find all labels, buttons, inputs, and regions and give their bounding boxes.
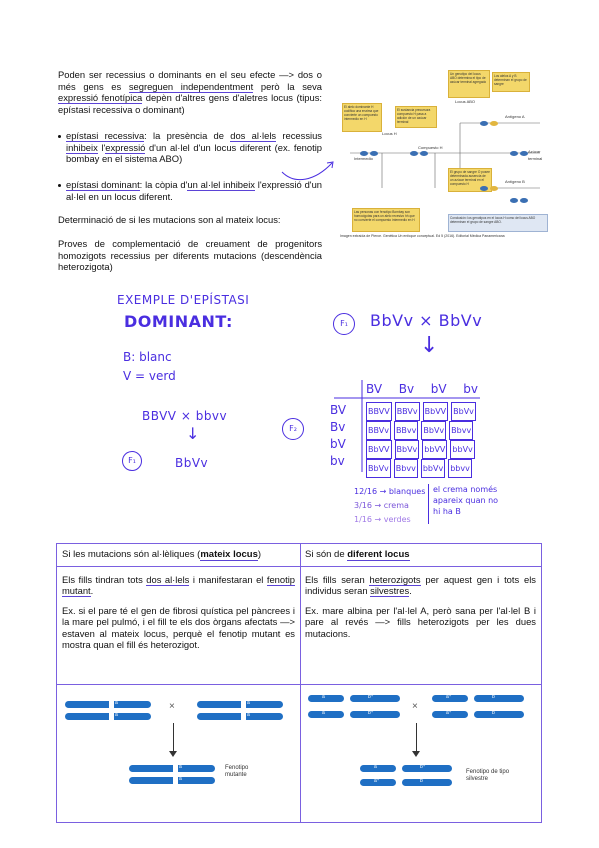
chromosome	[360, 765, 396, 772]
sugar-bead	[480, 121, 488, 126]
ratios	[354, 485, 425, 527]
diagram-label: Intermedio	[354, 156, 373, 161]
highlight-recessiva: epístasi recessiva	[66, 130, 145, 141]
cell-text: .	[409, 585, 412, 597]
bullet-text: l'	[97, 141, 106, 153]
diagram-node: Conclusión: los genotipos en el locus H como del locus ABO determinan el grupo de sangre ABO.	[448, 214, 548, 232]
highlight-dos-alels: dos al·lels	[230, 130, 277, 141]
diff-locus-p1	[300, 574, 541, 597]
f1-label: F₁	[128, 456, 136, 465]
sugar-bead	[490, 121, 498, 126]
punnett-cell: BBVV	[366, 402, 392, 421]
allele-label: a⁺	[374, 778, 380, 784]
col-header: Bv	[398, 382, 415, 396]
col-header: BV	[366, 382, 383, 396]
allele-label: a	[179, 764, 182, 770]
legend-verd: V = verd	[123, 369, 176, 383]
allele-label: a	[115, 700, 118, 706]
punnett-cell: BBVv	[395, 402, 420, 421]
diagram-label: Antígeno A	[505, 114, 525, 119]
f1-result: BbVv	[175, 456, 209, 470]
complementation-text: Proves de complementació de creuament de progenitors homozigots recessius per diferents mutacions (descendència heterozigota)	[58, 238, 322, 273]
highlight-segreguen: segreguen independentment	[128, 80, 254, 92]
diagram-node: El alelo dominante H codifica una enzima que convierte un compuesto intermedio en H	[342, 103, 382, 132]
header-text: )	[257, 549, 262, 560]
diagram-label: Locus ABO	[455, 99, 476, 104]
punnett-cell: BbVV	[366, 440, 392, 459]
f1-top-cross: BbVv × BbVv	[370, 311, 483, 330]
cell-text: i manifestaran el	[189, 574, 267, 585]
allele-label: a	[322, 694, 325, 700]
ratio-crema: 3/16 → crema	[354, 501, 409, 510]
row-header: bv	[330, 454, 345, 468]
fig-label-mutant: Fenotipo mutante	[225, 765, 249, 778]
sugar-bead	[490, 186, 498, 191]
highlight-expressio-2: expressió	[105, 141, 146, 153]
punnett-cell: BbVv	[395, 440, 420, 459]
header-different-locus	[300, 544, 541, 567]
allele-label: b⁺	[368, 694, 374, 700]
determination-text: Determinació de si les mutacions son al mateix locus:	[58, 214, 281, 225]
example-title-1: EXEMPLE D'EPÍSTASI	[117, 293, 250, 307]
diff-locus-p2: Ex. mare albina per l'al·lel A, però sana per l'al·lel B i pare al revés —> fills heterozigots per les dues mutacions.	[305, 604, 536, 639]
chromosome	[129, 765, 215, 772]
cross-symbol: ×	[169, 701, 175, 712]
diagram-node: Los alelos A y B determinan el grupo de sangre	[492, 72, 530, 92]
punnett-cell: bbVv	[421, 459, 445, 478]
punnett-row	[366, 421, 476, 440]
punnett-square	[330, 380, 480, 472]
row-header: BV	[330, 403, 347, 417]
allele-label: a	[374, 764, 377, 770]
allele-label: a	[115, 712, 118, 718]
diagram-node: Las personas con fenotipo Bombay son homocigotas para un alelo recesivo hh que no convierte el compuesto intermedio en H	[352, 208, 420, 232]
cell-text: Els fills seran	[305, 574, 370, 585]
allele-label: a	[247, 712, 250, 718]
chromosome	[65, 701, 151, 708]
highlight-inhibeix: inhibeix	[66, 141, 98, 153]
punnett-row-headers	[330, 402, 346, 470]
arrow-down	[173, 723, 174, 753]
arrow-down	[416, 723, 417, 753]
comparison-table	[56, 543, 542, 823]
fig-label-wildtype: Fenotipo de tipo silvestre	[466, 769, 510, 782]
chromosome-figures	[57, 684, 541, 822]
header-same-locus	[57, 544, 300, 567]
highlight-silvestres: silvestres	[370, 585, 410, 597]
punnett-cell: BbVv	[451, 402, 476, 421]
punnett-row	[366, 459, 476, 478]
highlight-dominant: epístasi dominant	[66, 179, 140, 190]
sugar-bead	[520, 151, 528, 156]
punnett-row	[366, 402, 476, 421]
punnett-col-headers	[366, 382, 478, 396]
handwritten-arrow	[280, 145, 340, 190]
cell-text: per aquest gen i tots els individus seran	[305, 574, 536, 597]
example-title-2: DOMINANT:	[124, 312, 233, 331]
chromosome	[432, 711, 468, 718]
f2-badge	[282, 418, 304, 440]
allele-label: a⁺	[446, 710, 452, 716]
diagram-node: El grupo de sangre O posee determinada ausencia de un azúcar terminal en el compuesto H	[448, 168, 492, 192]
highlight-heterozigots: heterozigots	[369, 574, 421, 585]
allele-label: b	[492, 710, 495, 716]
punnett-cell: BbVv	[366, 459, 391, 478]
same-locus-p2: Ex. si el pare té el gen de fibrosi quística pel pàncrees i la mare pel pulmó, i el fill te els dos òrgans afectats —> estaven al mateix locus, perquè el fenotip mutant es mostra quan el fill és heterozigot.	[62, 604, 295, 651]
ratio-divider	[428, 484, 429, 524]
sugar-bead	[360, 151, 368, 156]
legend-blanc: B: blanc	[123, 350, 172, 364]
header-text: Si són de	[305, 549, 348, 560]
punnett-cell: BbVv	[421, 421, 446, 440]
bullet-text: : la còpia d'	[139, 179, 188, 190]
highlight-un-alel: un al·lel inhibeix	[187, 179, 255, 190]
sugar-bead	[520, 198, 528, 203]
punnett-grid	[366, 402, 476, 478]
allele-label: b⁺	[368, 710, 374, 716]
right-figure	[300, 685, 543, 824]
bullet-text: recessius	[276, 130, 322, 141]
col-header: bv	[463, 382, 478, 396]
bullet-dot	[58, 184, 61, 187]
punnett-cell: BbVV	[423, 402, 449, 421]
punnett-cell: bbVv	[450, 440, 474, 459]
sugar-bead	[370, 151, 378, 156]
chromosome	[308, 711, 344, 718]
punnett-cell: bbVV	[422, 440, 447, 459]
bullet-text: d'un al·lel d'un locus diferent (ex. fenotip bombay en el sistema ABO)	[66, 141, 322, 165]
same-locus-p1	[57, 574, 300, 597]
diagram-label: Antígeno B	[505, 179, 525, 184]
chromosome	[402, 779, 452, 786]
chromosome	[350, 711, 400, 718]
punnett-cell: BBvv	[394, 421, 418, 440]
intro-text: depèn d'altres gens d'aletres locus (tipus: epístasi recessiva o dominant)	[58, 92, 323, 115]
left-figure	[57, 685, 300, 824]
bullet-text: l'expressió d'un al·lel en un locus diferent.	[66, 179, 322, 202]
punnett-cell: Bbvv	[394, 459, 418, 478]
arrow-head	[169, 751, 177, 757]
chromosome	[402, 765, 452, 772]
highlight-mateix-locus: mateix locus	[200, 549, 258, 560]
down-arrow: ↓	[186, 424, 200, 443]
bullet-text: : la presència de	[144, 130, 231, 141]
f2-label: F₂	[289, 424, 297, 433]
allele-label: a	[247, 700, 250, 706]
crema-note: el crema només apareix quan no hi ha B	[433, 485, 499, 516]
sugar-bead	[510, 198, 518, 203]
chromosome	[197, 713, 283, 720]
intro-paragraph	[58, 69, 322, 115]
parental-cross: BBVV × bbvv	[142, 409, 228, 423]
ratio-blanques: 12/16 → blanques	[354, 487, 426, 496]
sugar-bead	[410, 151, 418, 156]
intro-text: però la seva	[253, 80, 323, 92]
chromosome	[350, 695, 400, 702]
chromosome	[474, 695, 524, 702]
highlight-dos-alels-2: dos al·lels	[146, 574, 190, 585]
allele-label: b⁺	[420, 764, 426, 770]
intro-text: Poden ser recessius o dominants en el seu efecte —> dos o més gens es	[58, 69, 322, 92]
row-header: Bv	[330, 420, 346, 434]
highlight-expressio: expressió fenotípica	[58, 92, 143, 104]
chromosome	[308, 695, 344, 702]
chromosome	[474, 711, 524, 718]
ratio-verdes: 1/16 → verdes	[354, 515, 411, 524]
punnett-cell: Bbvv	[449, 421, 473, 440]
bombay-diagram	[340, 68, 552, 246]
cell-text: Els fills tindran tots	[62, 574, 147, 585]
col-header: bV	[430, 382, 447, 396]
chromosome	[197, 701, 283, 708]
allele-label: a	[322, 710, 325, 716]
f1-top-label: F₁	[340, 319, 348, 328]
diagram-node: Un genotipo del locus ABO determina el tipo de azúcar terminal agregado	[448, 70, 490, 98]
f1-badge	[122, 451, 142, 471]
allele-label: a⁺	[446, 694, 452, 700]
diagram-label: Locus H	[382, 131, 397, 136]
punnett-cell: BBVv	[366, 421, 391, 440]
sugar-bead	[480, 186, 488, 191]
diagram-label: Azúcar terminal	[528, 149, 543, 161]
allele-label: a	[179, 776, 182, 782]
down-arrow-2: ↓	[420, 333, 439, 358]
diagram-caption: Imagen extraída de Pierce. Genética Un enfoque conceptual. Ed 5 (2016). Editorial Médica Panamericana	[340, 234, 505, 238]
cross-symbol: ×	[412, 701, 418, 712]
highlight-fenotip-mutant: fenotip mutant	[62, 574, 296, 597]
punnett-row	[366, 440, 476, 459]
punnett-cell: bbvv	[448, 459, 472, 478]
allele-label: b	[492, 694, 495, 700]
sugar-bead	[420, 151, 428, 156]
arrow-head	[412, 751, 420, 757]
bullet-dot	[58, 135, 61, 138]
diagram-node: El sustancia precursora compuesto H pasa a adición de un azúcar terminal	[395, 106, 437, 128]
chromosome	[360, 779, 396, 786]
chromosome	[65, 713, 151, 720]
row-header: bV	[330, 437, 346, 451]
diagram-label: Compuesto H	[418, 145, 443, 150]
highlight-diferent-locus: diferent locus	[347, 549, 410, 560]
chromosome	[129, 777, 215, 784]
chromosome	[432, 695, 468, 702]
sugar-bead	[510, 151, 518, 156]
f1-badge-top	[333, 313, 355, 335]
header-text: Si les mutacions són al·lèliques (	[62, 549, 201, 560]
cell-text: .	[90, 585, 94, 597]
allele-label: b	[420, 778, 423, 784]
